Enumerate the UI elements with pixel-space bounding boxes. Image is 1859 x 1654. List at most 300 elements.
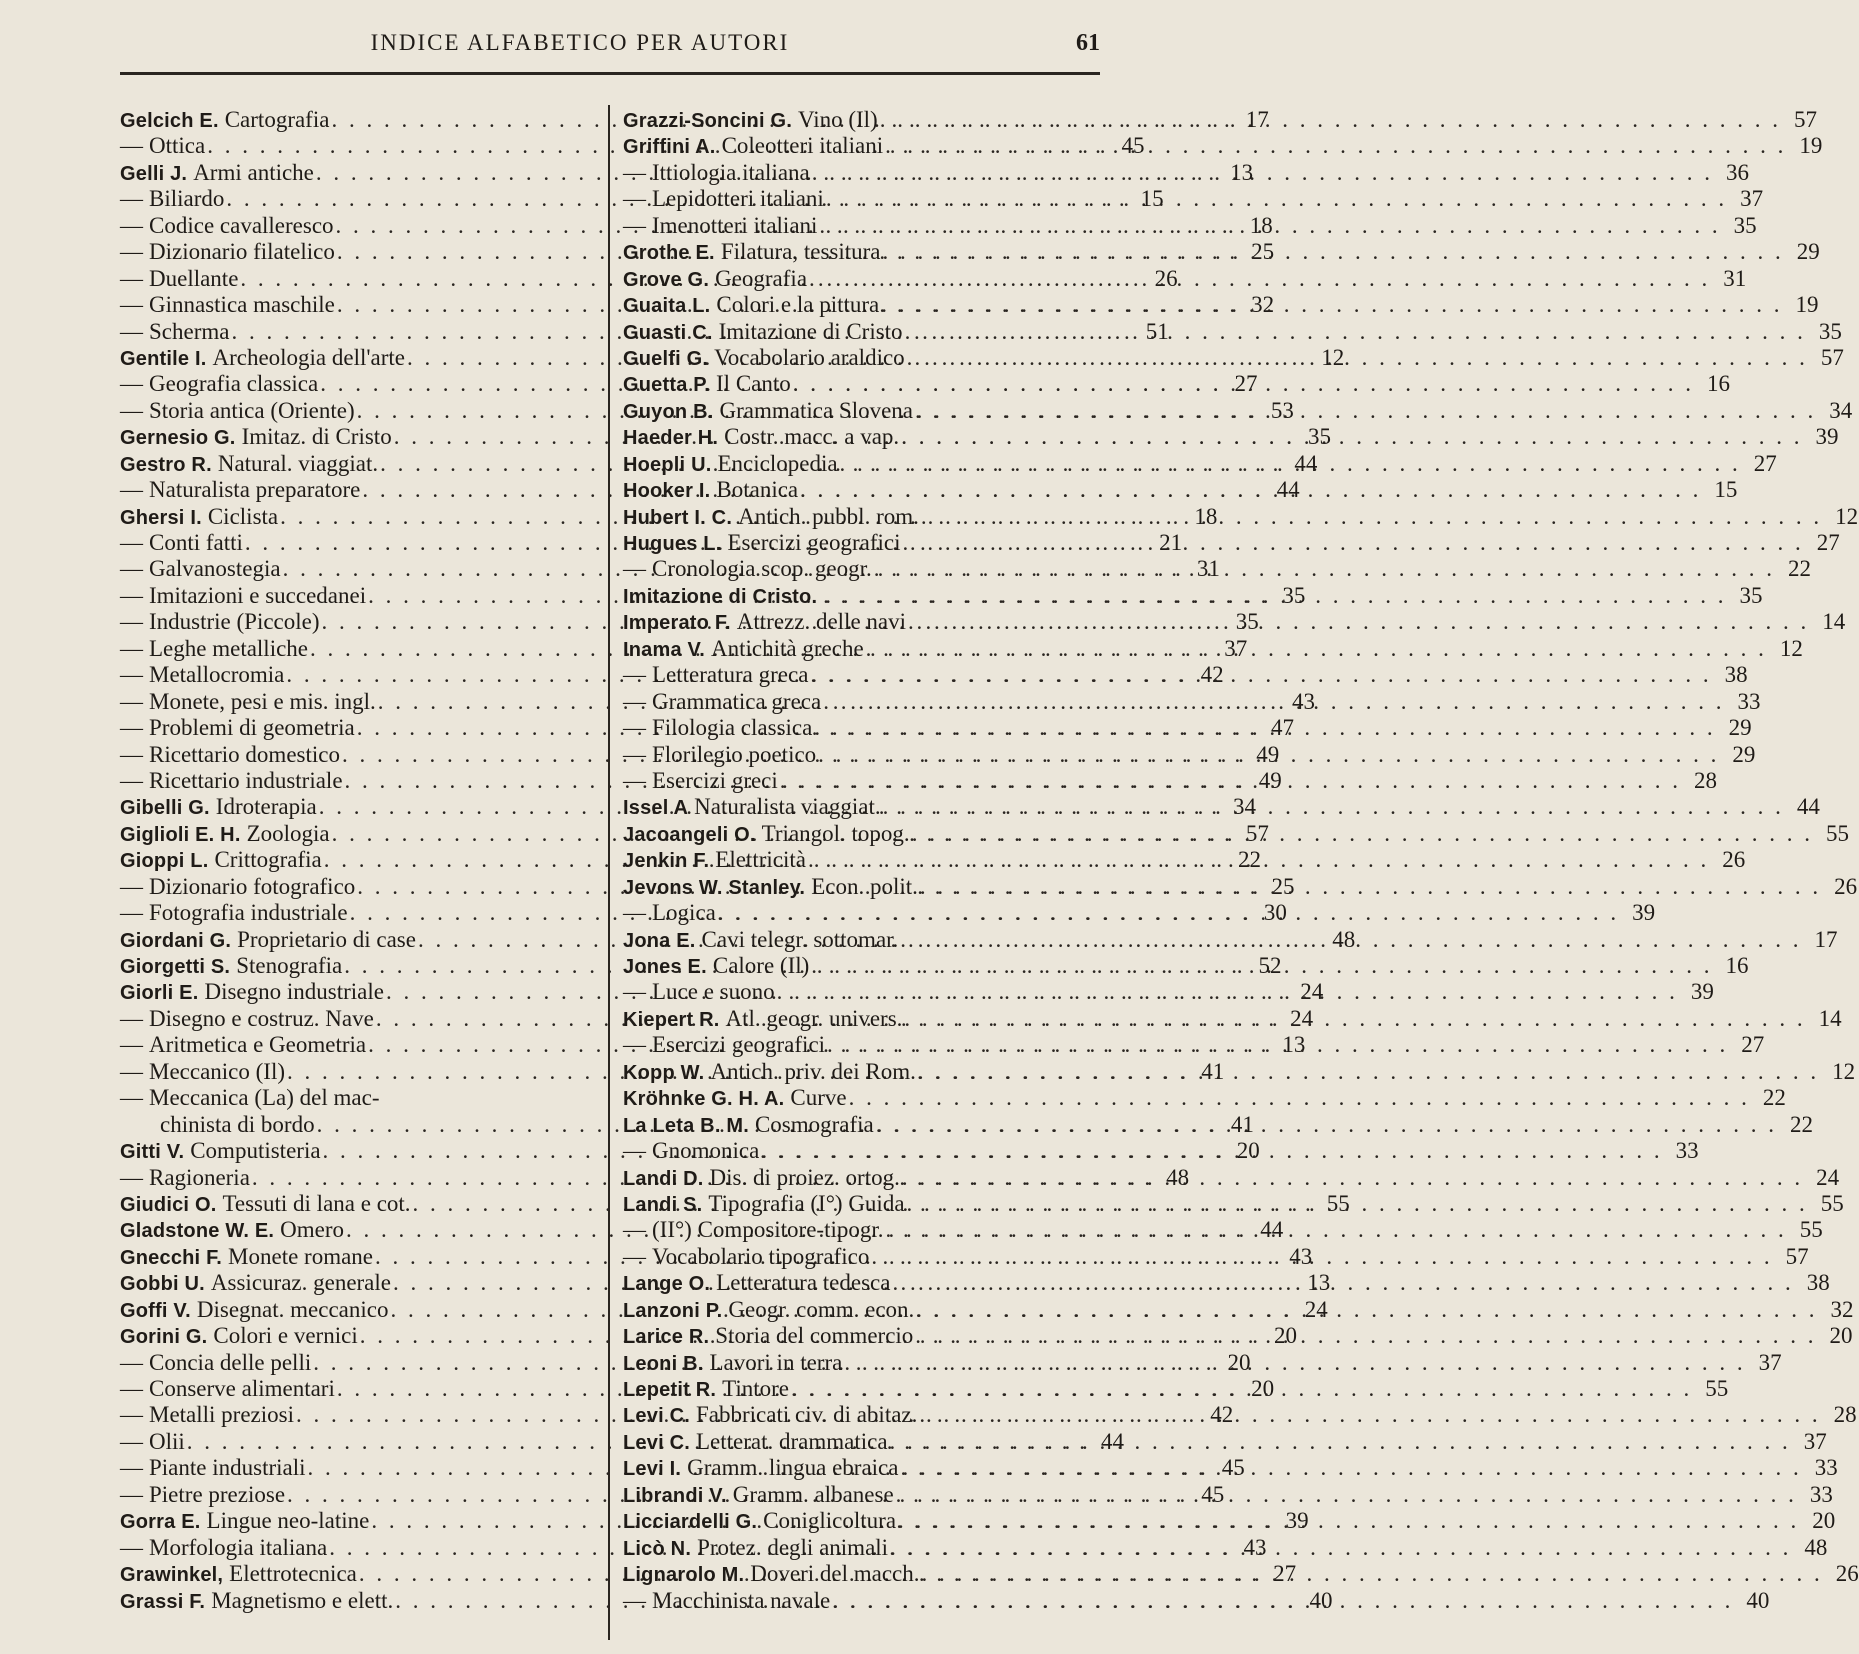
entry-ditto-dash: — [120, 397, 143, 423]
entry-page-number: 19 [1799, 133, 1823, 159]
entry-page-number: 37 [1740, 186, 1764, 212]
entry-page-number: 16 [1725, 953, 1749, 978]
entry-page-number: 34 [1829, 397, 1853, 423]
entry-page-number: 37 [1224, 635, 1248, 661]
entry-page-number: 24 [1300, 979, 1324, 1005]
dot-leader [881, 794, 1786, 820]
entry-ditto-dash: — [623, 741, 646, 767]
entry-page-number: 42 [1210, 1402, 1234, 1428]
entry-title: Vocabolario tipografico [652, 1243, 870, 1269]
entry-title: Letteratura greca [652, 662, 809, 688]
dot-leader [778, 768, 1683, 794]
entry-page-number: 37 [1758, 1349, 1782, 1375]
entry-page-number: 27 [1234, 371, 1258, 397]
dot-leader [898, 1455, 1803, 1481]
dot-leader [791, 371, 1696, 397]
entry-title: Scherma [149, 318, 230, 344]
entry-ditto-dash: — [623, 1587, 646, 1613]
entry-title: Computisteria [190, 1138, 321, 1164]
entry-page-number: 22 [1790, 1111, 1814, 1137]
entry-page-number: 24 [1816, 1164, 1840, 1190]
entry-page-number: 55 [1705, 1376, 1729, 1401]
entry-page-number: 35 [1739, 582, 1763, 608]
entry-page-number: 33 [1814, 1455, 1838, 1481]
entry-ditto-dash: — [120, 1085, 143, 1111]
entry-ditto-dash: — [120, 1402, 143, 1428]
entry-title: Letterat. drammatica [695, 1428, 888, 1454]
entry-title: Ottica [149, 133, 206, 159]
entry-page-number: 30 [1263, 900, 1287, 926]
entry-page-number: 44 [1294, 450, 1318, 476]
entry-title: Naturalista viaggiat. [694, 794, 881, 820]
entry-page-number: 20 [1251, 1376, 1275, 1401]
entry-title: Florilegio poetico [652, 741, 817, 767]
dot-leader [716, 900, 1621, 926]
entry-page-number: 29 [1796, 239, 1820, 265]
dot-leader [842, 1350, 1747, 1376]
entry-page-number: 57 [1785, 1243, 1809, 1269]
dot-leader [821, 689, 1726, 715]
index-entry [623, 1323, 1853, 1349]
entry-title: Morfologia italiana [149, 1534, 328, 1560]
entry-author: Gentile I. [120, 347, 207, 370]
dot-leader [825, 1032, 1730, 1058]
entry-author: Landi S. [623, 1193, 703, 1216]
entry-ditto-dash: — [623, 979, 646, 1005]
entry-title: Ittiologia italiana [652, 159, 810, 185]
entry-page-number: 22 [1762, 1085, 1786, 1111]
dot-leader [869, 1244, 1774, 1270]
entry-page-number: 44 [1101, 1428, 1125, 1454]
entry-page-number: 35 [1733, 212, 1757, 238]
entry-page-number: 14 [1822, 609, 1846, 635]
header-rule [120, 72, 1100, 75]
entry-ditto-dash: — [120, 688, 143, 714]
entry-title: Storia antica (Oriente) [149, 397, 355, 423]
entry-author: Grassi F. [120, 1590, 206, 1613]
entry-title: Imitaz. di Cristo [241, 424, 392, 450]
entry-title: Galvanostegia [149, 556, 281, 582]
entry-page-number: 22 [1788, 556, 1811, 582]
entry-author: Kopp W. [623, 1061, 705, 1084]
dot-leader [901, 530, 1806, 556]
entry-title: Duellante [149, 265, 239, 291]
entry-title: Imitazioni e succedanei [149, 582, 367, 608]
entry-author: Imitazione di Cristo. [623, 585, 818, 608]
entry-title: Metallocromia [149, 662, 285, 688]
entry-ditto-dash: — [120, 212, 143, 238]
entry-page-number: 32 [1830, 1296, 1854, 1322]
entry-page-number: 42 [1200, 662, 1224, 688]
entry-title: Magnetismo e elett. [211, 1587, 394, 1613]
entry-page-number: 35 [1307, 424, 1331, 450]
entry-ditto-dash: — [120, 873, 143, 899]
entry-page-number: 40 [1746, 1587, 1770, 1613]
entry-author: Hooker I. [623, 480, 711, 503]
entry-ditto-dash: — [623, 767, 646, 793]
entry-page-number: 44 [1796, 794, 1820, 820]
entry-title: Gramm. albanese [732, 1481, 894, 1507]
entry-title: Disegno industriale [204, 979, 384, 1005]
entry-page-number: 33 [1809, 1481, 1833, 1507]
entry-author: Guetta P. [623, 374, 711, 397]
entry-page-number: 38 [1724, 662, 1748, 688]
entry-ditto-dash: — [623, 900, 646, 926]
entry-title: Grammatica Slovena [719, 397, 914, 423]
entry-author: Gelcich E. [120, 110, 219, 132]
entry-page-number: 57 [1820, 344, 1844, 370]
entry-title: Botanica [716, 477, 799, 503]
entry-title: Meccanica (La) del mac- [149, 1085, 380, 1111]
entry-ditto-dash: — [120, 715, 143, 741]
entry-title: Luce e suono [652, 979, 775, 1005]
entry-title: Cartografia [224, 107, 330, 132]
entry-page-number: 27 [1741, 1032, 1765, 1058]
entry-author: Goffi V. [120, 1299, 191, 1322]
entry-page-number: 41 [1201, 1058, 1225, 1084]
entry-title: Crittografia [214, 847, 322, 873]
entry-author: Grothe E. [623, 242, 715, 265]
entry-ditto-dash: — [623, 186, 646, 212]
entry-title: Leghe metalliche [149, 635, 309, 661]
dot-leader [847, 1085, 1752, 1111]
dot-leader [879, 292, 1784, 318]
entry-page-number: 45 [1201, 1481, 1225, 1507]
entry-title: Geogr. comm. econ. [728, 1296, 915, 1322]
entry-ditto-dash: — [120, 609, 143, 635]
entry-author: Librandi V. [623, 1484, 727, 1507]
entry-page-number: 14 [1818, 1005, 1842, 1031]
entry-title: Logica [652, 900, 716, 926]
entry-page-number: 12 [1321, 344, 1345, 370]
entry-title: Letteratura tedesca [716, 1270, 891, 1296]
entry-title: Tessuti di lana e cot. [222, 1190, 411, 1216]
entry-title: Macchinista navale [652, 1587, 831, 1613]
entry-page-number: 57 [1793, 107, 1817, 132]
entry-ditto-dash: — [623, 715, 646, 741]
dot-leader [809, 953, 1714, 979]
entry-title: Filatura, tessitura [720, 239, 881, 265]
entry-title: Metalli preziosi [149, 1402, 294, 1428]
dot-leader [888, 1429, 1793, 1455]
entry-page-number: 40 [1309, 1587, 1333, 1613]
entry-ditto-dash: — [120, 900, 143, 926]
entry-page-number: 20 [1829, 1323, 1853, 1349]
entry-ditto-dash: — [120, 635, 143, 661]
entry-author: Gorra E. [120, 1511, 201, 1534]
entry-ditto-dash: — [120, 582, 143, 608]
dot-leader [894, 1482, 1799, 1508]
entry-author: Haeder H. [623, 427, 719, 450]
entry-page-number: 12 [1779, 635, 1803, 661]
dot-leader [883, 133, 1788, 159]
dot-leader [775, 979, 1680, 1005]
dot-leader [812, 715, 1717, 741]
entry-ditto-dash: — [623, 1217, 646, 1243]
entry-title: Stenografia [236, 953, 343, 978]
dot-leader [903, 319, 1808, 345]
dot-leader [806, 847, 1711, 873]
dot-leader [824, 186, 1729, 212]
entry-author: Larice R. [623, 1326, 710, 1349]
entry-title: Lavori in terra [709, 1349, 843, 1375]
entry-title: Vino (Il) [797, 107, 878, 132]
entry-title: Esercizi geografici [727, 530, 901, 555]
entry-page-number: 48 [1166, 1164, 1190, 1190]
entry-page-number: 43 [1243, 1534, 1267, 1560]
entry-title: Atl. geogr. univers. [725, 1005, 903, 1031]
entry-page-number: 13 [1282, 1032, 1306, 1058]
entry-page-number: 36 [1726, 159, 1750, 185]
entry-page-number: 55 [1326, 1190, 1350, 1216]
entry-title: Triangol. topog. [761, 820, 910, 846]
dot-leader [899, 424, 1804, 450]
entry-page-number: 13 [1307, 1270, 1331, 1296]
dot-leader [881, 239, 1786, 265]
entry-page-number: 44 [1276, 477, 1300, 503]
entry-title: Esercizi greci [652, 767, 778, 793]
entry-author: Hubert I. C. [623, 506, 733, 529]
entry-page-number: 38 [1806, 1270, 1830, 1296]
entry-title: Filologia classica [652, 715, 813, 741]
entry-page-number: 45 [1221, 1455, 1245, 1481]
entry-page-number: 35 [1818, 318, 1842, 344]
dot-leader [890, 1270, 1795, 1296]
entry-ditto-dash: — [623, 212, 646, 238]
entry-title: Disegnat. meccanico [196, 1296, 389, 1322]
entry-author: Hugues L. [623, 533, 722, 555]
entry-page-number: 17 [1814, 926, 1838, 952]
entry-page-number: 37 [1803, 1428, 1827, 1454]
entry-author: Levi C. [623, 1405, 690, 1428]
dot-leader [878, 107, 1783, 133]
entry-title: Storia del commercio [715, 1323, 914, 1349]
entry-title: Imenotteri italiani [652, 212, 818, 238]
dot-leader [874, 1112, 1779, 1138]
entry-ditto-dash: — [120, 239, 143, 265]
entry-page-number: 27 [1816, 530, 1840, 555]
dot-leader [884, 1217, 1789, 1243]
dot-leader [864, 636, 1769, 662]
entry-ditto-dash: — [623, 1243, 646, 1269]
entry-title: Armi antiche [193, 159, 314, 185]
entry-page-number: 33 [1675, 1138, 1699, 1164]
entry-page-number: 27 [1273, 1561, 1297, 1587]
entry-title: Monete romane [228, 1243, 374, 1269]
entry-author: Jones E. [623, 956, 707, 978]
entry-ditto-dash: — [623, 556, 646, 582]
index-entry [623, 582, 1763, 609]
entry-title: Antich. priv. dei Rom. [710, 1058, 916, 1084]
entry-author: Guyon B. [623, 400, 714, 423]
entry-title: Industrie (Piccole) [149, 609, 320, 635]
entry-page-number: 27 [1753, 450, 1777, 476]
entry-title: Gramm. lingua ebraica [687, 1455, 899, 1481]
entry-page-number: 20 [1273, 1323, 1297, 1349]
entry-page-number: 41 [1230, 1111, 1254, 1137]
entry-author: Licciardelli G. [623, 1511, 758, 1534]
entry-title: Ragioneria [149, 1164, 250, 1190]
entry-title: Proprietario di case [237, 926, 416, 952]
entry-page-number: 39 [1632, 900, 1656, 926]
entry-page-number: 18 [1249, 212, 1273, 238]
entry-title: Idroterapia [215, 794, 317, 820]
entry-author: Jevons W. Stanley. [623, 876, 806, 899]
entry-title: Doveri del macch. [750, 1561, 920, 1587]
entry-ditto-dash: — [120, 477, 143, 503]
entry-author: Giudici O. [120, 1193, 217, 1216]
entry-page-number: 55 [1820, 1190, 1844, 1216]
entry-title: Fabbricati civ. di abitaz. [695, 1402, 918, 1428]
entry-author: Inama V. [623, 638, 706, 661]
entry-page-number: 39 [1690, 979, 1714, 1005]
entry-title: Piante industriali [149, 1455, 306, 1481]
entry-page-number: 39 [1285, 1508, 1309, 1534]
entry-author: Gioppi L. [120, 850, 209, 873]
entry-page-number: 25 [1251, 239, 1275, 265]
entry-author: Gelli J. [120, 162, 188, 185]
entry-author: Guasti C. [623, 321, 713, 344]
entry-author: Lange O. [623, 1273, 711, 1296]
entry-page-number: 48 [1804, 1534, 1828, 1560]
entry-page-number: 51 [1145, 318, 1169, 344]
entry-author: Gobbi U. [120, 1273, 205, 1296]
entry-author: Kiepert R. [623, 1008, 720, 1031]
entry-title: Coleotteri italiani [721, 133, 884, 159]
entry-title: Antich. pubbl. rom. [738, 503, 919, 529]
entry-title: Tipografia (I°) Guida [708, 1190, 905, 1216]
entry-author: Grawinkel, [120, 1564, 224, 1587]
entry-author: Lanzoni P. [623, 1299, 723, 1322]
index-entry [623, 1587, 1770, 1614]
entry-title: Geografia classica [149, 371, 319, 397]
dot-leader [920, 1561, 1825, 1587]
entry-title: Ricettario industriale [149, 767, 343, 793]
entry-title: Natural. viaggiat. [217, 450, 379, 476]
entry-page-number: 12 [1832, 1058, 1856, 1084]
entry-author: Hoepli U. [623, 453, 712, 476]
entry-page-number: 24 [1290, 1005, 1314, 1031]
entry-page-number: 43 [1289, 1243, 1313, 1269]
dot-leader [905, 345, 1810, 371]
entry-title: Naturalista preparatore [149, 477, 361, 503]
dot-leader [905, 1191, 1810, 1217]
entry-author: Imperato F. [623, 612, 731, 635]
entry-page-number: 21 [1159, 530, 1183, 555]
entry-ditto-dash: — [623, 662, 646, 688]
entry-title: Pietre preziose [149, 1481, 286, 1507]
entry-title: Enciclopedia [717, 450, 838, 476]
entry-page-number: 15 [1140, 186, 1164, 212]
entry-page-number: 22 [1238, 847, 1261, 873]
entry-page-number: 48 [1332, 926, 1356, 952]
entry-author: Gladstone W. E. [120, 1220, 275, 1243]
entry-ditto-dash: — [120, 1349, 143, 1375]
entry-title: Protez. degli animali [697, 1534, 889, 1560]
entry-page-number: 28 [1833, 1402, 1857, 1428]
dot-leader [888, 1535, 1793, 1561]
entry-author: Levi I. [623, 1458, 682, 1481]
entry-page-number: 20 [1227, 1349, 1251, 1375]
dot-leader [789, 1376, 1694, 1402]
entry-page-number: 25 [1271, 873, 1295, 899]
entry-page-number: 35 [1282, 582, 1306, 608]
entry-author: Gibelli G. [120, 797, 210, 820]
entry-page-number: 13 [1230, 159, 1254, 185]
entry-author: Giorgetti S. [120, 956, 231, 978]
running-title: INDICE ALFABETICO PER AUTORI [370, 30, 790, 55]
dot-leader [872, 556, 1777, 582]
entry-page-number: 19 [1795, 292, 1819, 318]
entry-page-number: 57 [1245, 820, 1269, 846]
entry-title: Attrezz. delle navi [736, 609, 907, 635]
entry-page-number: 39 [1815, 424, 1839, 450]
entry-author: La Leta B. M. [623, 1114, 749, 1137]
entry-page-number: 15 [1714, 477, 1738, 503]
entry-title: Vocabolario araldico [714, 344, 905, 370]
entry-page-number: 55 [1799, 1217, 1823, 1243]
entry-page-number: 47 [1270, 715, 1294, 741]
entry-title: Concia delle pelli [149, 1349, 312, 1375]
entry-author: Lepetit R. [623, 1379, 717, 1401]
entry-title: Esercizi geografici [652, 1032, 826, 1058]
dot-leader [910, 821, 1815, 847]
entry-author: Gernesio G. [120, 427, 236, 450]
entry-author: Landi D. [623, 1167, 704, 1190]
entry-title: Colori e vernici [213, 1323, 358, 1349]
entry-ditto-dash: — [120, 133, 143, 159]
entry-title: Aritmetica e Geometria [149, 1032, 367, 1058]
entry-title: Coniglicoltura [763, 1508, 897, 1534]
entry-title: Antichità greche [711, 635, 864, 661]
entry-title: Costr. macc. a vap. [724, 424, 900, 450]
entry-author: Grazzi-Soncini G. [623, 110, 792, 132]
entry-author: Jacoangeli O. [623, 823, 756, 846]
entry-title: Codice cavalleresco [149, 212, 334, 238]
entry-title: Archeologia dell'arte [212, 344, 405, 370]
entry-title: chinista di bordo [160, 1111, 315, 1137]
entry-page-number: 49 [1256, 741, 1280, 767]
entry-page-number: 34 [1232, 794, 1256, 820]
entry-author: Grove G. [623, 268, 710, 291]
entry-title: (II°) Compositore-tipogr. [652, 1217, 884, 1243]
index-entry [120, 1085, 600, 1111]
entry-author: Giorli E. [120, 982, 199, 1005]
entry-ditto-dash: — [120, 1481, 143, 1507]
entry-title: Dizionario fotografico [149, 873, 356, 899]
entry-title: Olii [149, 1428, 185, 1454]
entry-title: Il Canto [716, 371, 791, 397]
entry-ditto-dash: — [120, 1428, 143, 1454]
dot-leader [838, 451, 1743, 477]
entry-title: Monete, pesi e mis. ingl. [149, 688, 376, 714]
entry-page-number: 52 [1258, 953, 1282, 978]
column-divider [608, 105, 610, 1640]
entry-page-number: 31 [1723, 265, 1747, 291]
index-entry [623, 1085, 1786, 1111]
entry-title: Dis. di proiez. ortog. [709, 1164, 900, 1190]
entry-title: Gnomonica [652, 1138, 760, 1164]
entry-title: Lepidotteri italiani [652, 186, 824, 212]
entry-page-number: 16 [1707, 371, 1731, 397]
entry-page-number: 43 [1292, 688, 1316, 714]
entry-title: Conti fatti [149, 530, 243, 555]
entry-title: Geografia [715, 265, 808, 291]
entry-title: Disegno e costruz. Nave [149, 1005, 374, 1031]
entry-author: Ghersi I. [120, 506, 202, 529]
entry-title: Curve [790, 1085, 847, 1111]
entry-author: Jona E. [623, 929, 696, 952]
